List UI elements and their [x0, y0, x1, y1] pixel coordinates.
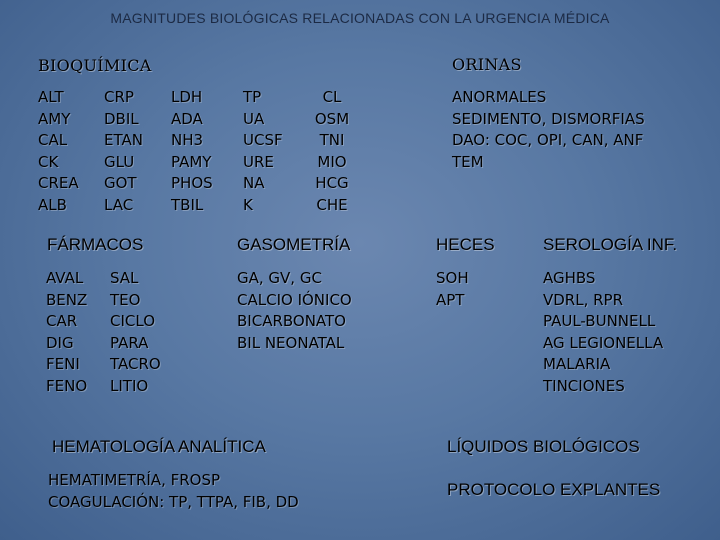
list-item: UA: [243, 109, 265, 128]
list-item: NA: [243, 174, 265, 192]
orinas-list: [452, 87, 645, 173]
farmacos-col-2: [110, 268, 161, 397]
bioquimica-heading: BIOQUÍMICA: [38, 56, 152, 75]
list-item: TACRO: [110, 355, 161, 373]
serologia-heading: SEROLOGÍA INF.: [543, 235, 678, 254]
gasometria-list: [237, 268, 352, 354]
list-item: PAMY: [171, 152, 212, 171]
list-item: VDRL, RPR: [543, 290, 624, 309]
list-item: ALB: [38, 195, 67, 214]
bioquimica-col-3: [171, 87, 213, 216]
hematologia-list: [48, 470, 299, 513]
list-item: DAO: COC, OPI, CAN, ANF: [452, 131, 644, 149]
list-item: ANORMALES: [452, 88, 547, 106]
orinas-heading: ORINAS: [452, 55, 522, 74]
list-item: TP: [243, 88, 262, 106]
list-item: BIL NEONATAL: [237, 333, 345, 352]
list-item: LDH: [171, 88, 203, 106]
list-item: OSM: [314, 109, 350, 128]
list-item: CHE: [316, 195, 348, 214]
list-item: SOH: [436, 269, 469, 287]
list-item: ALT: [38, 88, 64, 106]
list-item: NH3: [171, 131, 204, 149]
list-item: CAL: [38, 131, 68, 149]
list-item: HEMATIMETRÍA, FROSP: [48, 471, 221, 489]
bioquimica-col-5: [306, 87, 358, 216]
list-item: APT: [436, 290, 465, 309]
hematologia-heading: HEMATOLOGÍA ANALÍTICA: [52, 437, 266, 456]
list-item: MALARIA: [543, 355, 611, 373]
protocolo-heading: PROTOCOLO EXPLANTES: [447, 480, 661, 499]
list-item: AGHBS: [543, 269, 596, 287]
list-item: GLU: [104, 152, 135, 171]
list-item: AMY: [38, 109, 71, 128]
list-item: UCSF: [243, 131, 283, 149]
list-item: TBIL: [171, 195, 204, 214]
heces-heading: HECES: [436, 235, 495, 254]
gasometria-heading: GASOMETRÍA: [237, 235, 351, 254]
list-item: MIO: [317, 152, 347, 171]
list-item: PARA: [110, 333, 149, 352]
bioquimica-col-4: [243, 87, 283, 216]
list-item: CALCIO IÓNICO: [237, 290, 352, 309]
list-item: GA, GV, GC: [237, 269, 322, 287]
list-item: TINCIONES: [543, 376, 625, 395]
list-item: SEDIMENTO, DISMORFIAS: [452, 109, 645, 128]
farmacos-heading: FÁRMACOS: [47, 235, 144, 254]
list-item: K: [243, 195, 253, 214]
list-item: HCG: [315, 174, 349, 192]
list-item: AVAL: [46, 269, 84, 287]
serologia-list: [543, 268, 663, 397]
list-item: ETAN: [104, 131, 143, 149]
list-item: BENZ: [46, 290, 88, 309]
list-item: PAUL-BUNNELL: [543, 312, 656, 330]
liquidos-heading: LÍQUIDOS BIOLÓGICOS: [447, 437, 640, 456]
list-item: CREA: [38, 174, 79, 192]
list-item: GOT: [104, 174, 137, 192]
list-item: ADA: [171, 109, 203, 128]
list-item: BICARBONATO: [237, 312, 346, 330]
heces-list: [436, 268, 469, 311]
list-item: PHOS: [171, 174, 213, 192]
bioquimica-col-1: [38, 87, 79, 216]
list-item: URE: [243, 152, 274, 171]
list-item: FENI: [46, 355, 80, 373]
list-item: CICLO: [110, 312, 155, 330]
list-item: LAC: [104, 195, 134, 214]
farmacos-col-1: [46, 268, 87, 397]
list-item: CL: [322, 88, 342, 106]
list-item: TEO: [110, 290, 141, 309]
list-item: FENO: [46, 376, 88, 395]
list-item: SAL: [110, 269, 139, 287]
slide-title: MAGNITUDES BIOLÓGICAS RELACIONADAS CON LA URGENCIA MÉDICA: [110, 10, 610, 26]
list-item: CRP: [104, 88, 134, 106]
list-item: DIG: [46, 333, 74, 352]
list-item: COAGULACIÓN: TP, TTPA, FIB, DD: [48, 492, 299, 511]
list-item: LITIO: [110, 376, 149, 395]
list-item: TNI: [319, 131, 345, 149]
list-item: TEM: [452, 152, 484, 171]
list-item: AG LEGIONELLA: [543, 333, 664, 352]
list-item: CAR: [46, 312, 78, 330]
bioquimica-col-2: [104, 87, 143, 216]
list-item: CK: [38, 152, 59, 171]
list-item: DBIL: [104, 109, 139, 128]
